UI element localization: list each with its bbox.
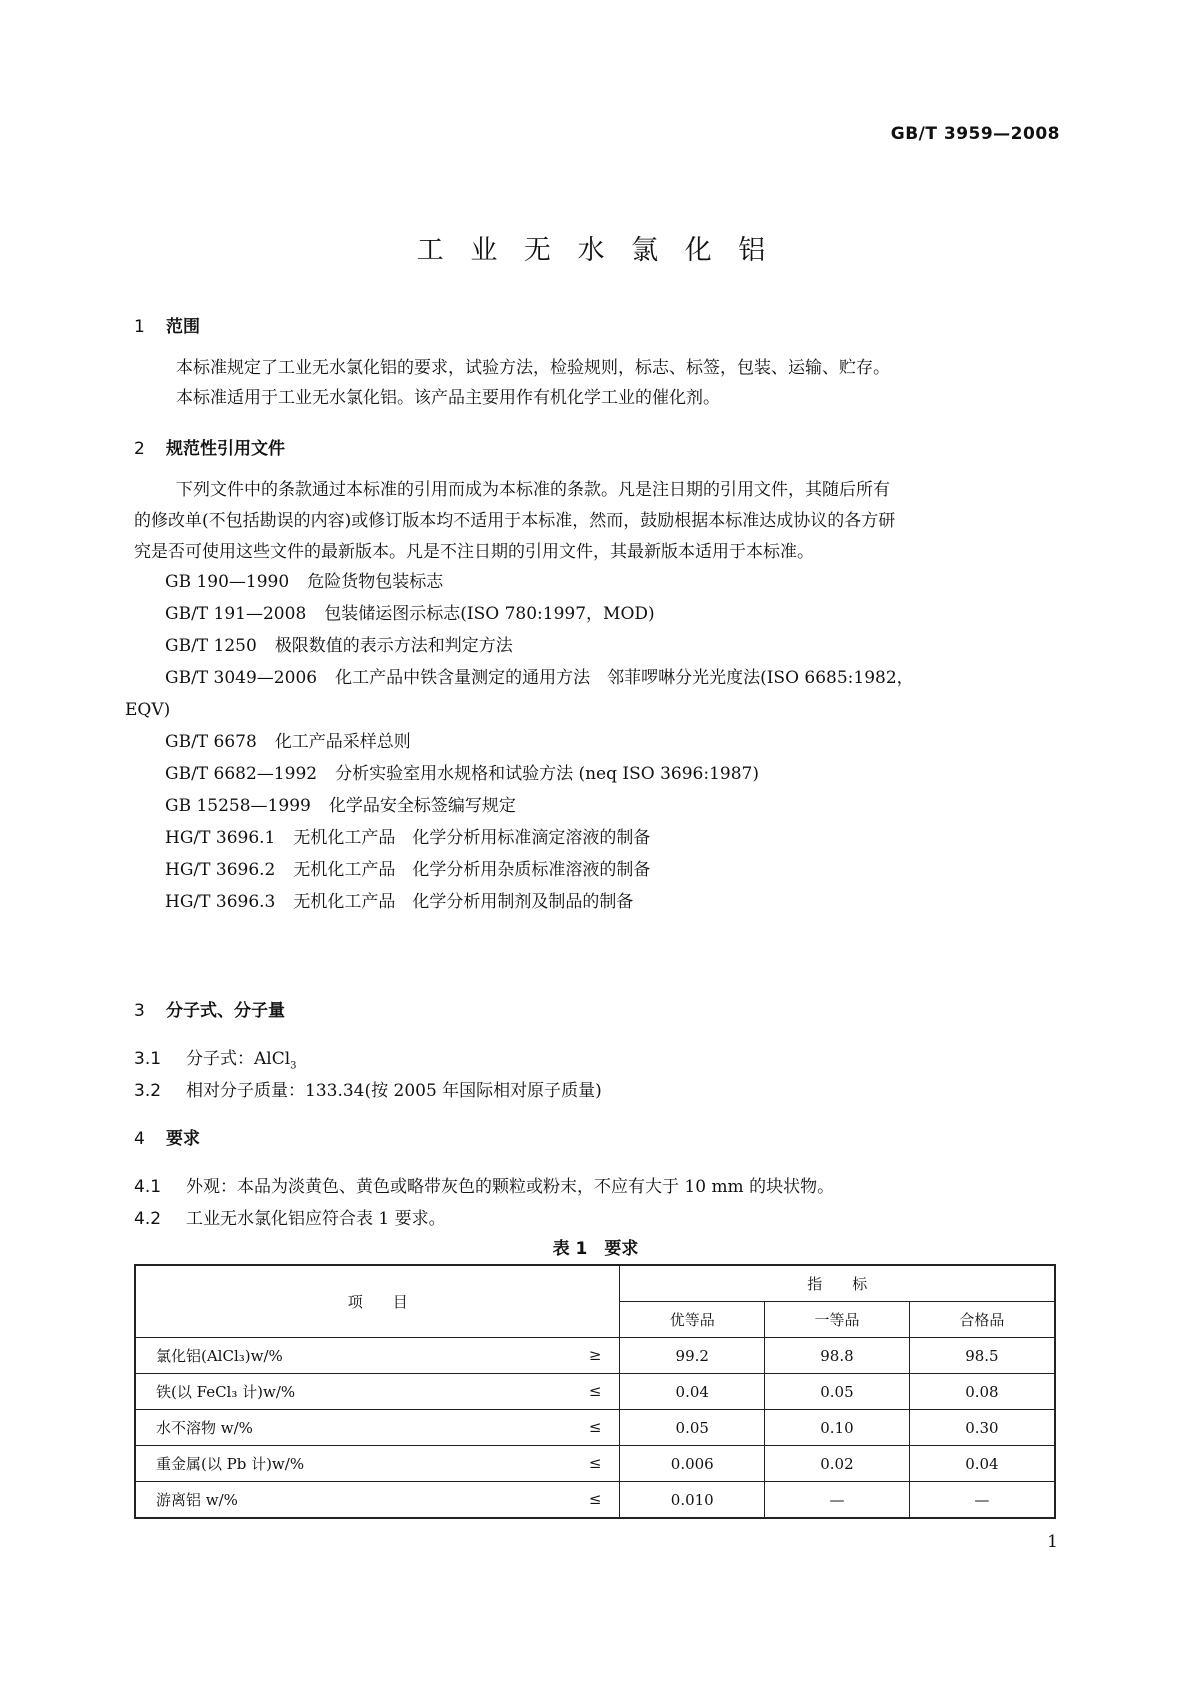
clause-text: 分子式：AlCl <box>186 1049 291 1069</box>
section-2-line-1: 下列文件中的条款通过本标准的引用而成为本标准的条款。凡是注日期的引用文件，其随后所有 <box>176 480 890 500</box>
ref-code: HG/T 3696.2 <box>165 860 276 880</box>
table-cell: 0.010 <box>620 1482 765 1519</box>
comparison-symbol: ≤ <box>588 1418 602 1436</box>
section-title: 规范性引用文件 <box>166 439 285 459</box>
table-cell: 99.2 <box>620 1338 765 1374</box>
grade-header: 优等品 <box>620 1302 765 1338</box>
clause-text: 外观：本品为淡黄色、黄色或略带灰色的颗粒或粉末，不应有大于 10 mm 的块状物。 <box>186 1177 835 1197</box>
row-item-label: 铁(以 FeCl₃ 计)w/% <box>156 1383 296 1401</box>
table-row <box>135 1482 1055 1519</box>
table-cell: — <box>909 1482 1055 1519</box>
table-cell: 0.05 <box>765 1374 910 1410</box>
reference-item <box>165 790 914 822</box>
section-number: 3 <box>134 1001 145 1021</box>
table-cell: 0.006 <box>620 1446 765 1482</box>
table-row <box>135 1446 1055 1482</box>
row-item <box>135 1374 620 1410</box>
reference-item <box>165 726 914 758</box>
clause-number: 4.2 <box>134 1209 162 1229</box>
section-1-paragraph-2: 本标准适用于工业无水氯化铝。该产品主要用作有机化学工业的催化剂。 <box>176 388 720 408</box>
reference-item <box>165 886 914 918</box>
requirements-table <box>134 1264 1056 1519</box>
table-cell: 0.04 <box>909 1446 1055 1482</box>
grade-header: 一等品 <box>765 1302 910 1338</box>
row-item <box>135 1410 620 1446</box>
reference-item <box>165 566 914 598</box>
ref-title: 化工产品中铁含量测定的通用方法 邻菲啰啉分光光度法(ISO 6685:1982， <box>335 668 914 688</box>
table-cell: 0.04 <box>620 1374 765 1410</box>
ref-code: GB 15258—1999 <box>165 796 311 816</box>
section-title: 范围 <box>166 317 200 337</box>
reference-item <box>165 598 914 630</box>
page-number: 1 <box>1047 1532 1058 1552</box>
ref-code: GB/T 3049—2006 <box>165 668 318 688</box>
table-cell: 98.5 <box>909 1338 1055 1374</box>
comparison-symbol: ≤ <box>588 1382 602 1400</box>
section-number: 4 <box>134 1129 145 1149</box>
ref-code: HG/T 3696.1 <box>165 828 276 848</box>
formula-subscript: 3 <box>290 1060 297 1072</box>
table-caption: 表 1 要求 <box>552 1239 639 1259</box>
table-cell: 98.8 <box>765 1338 910 1374</box>
ref-code: EQV) <box>125 700 171 720</box>
ref-title: 无机化工产品 化学分析用标准滴定溶液的制备 <box>293 828 651 848</box>
reference-item <box>165 854 914 886</box>
section-2-line-2: 的修改单(不包括勘误的内容)或修订版本均不适用于本标准，然而，鼓励根据本标准达成协议的各方研 <box>134 511 896 531</box>
row-item-label: 氯化铝(AlCl₃)w/% <box>156 1347 283 1365</box>
section-1-paragraph-1: 本标准规定了工业无水氯化铝的要求，试验方法，检验规则，标志、标签，包装、运输、贮存。 <box>176 358 890 378</box>
clause-number: 3.1 <box>134 1049 162 1069</box>
ref-title: 分析实验室用水规格和试验方法 (neq ISO 3696:1987) <box>335 764 759 784</box>
table-cell: 0.30 <box>909 1410 1055 1446</box>
comparison-symbol: ≥ <box>588 1346 602 1364</box>
section-2-heading <box>134 434 285 459</box>
row-item-label: 水不溶物 w/% <box>156 1419 253 1437</box>
section-number: 1 <box>134 317 145 337</box>
row-item-label: 重金属(以 Pb 计)w/% <box>156 1455 305 1473</box>
row-item <box>135 1446 620 1482</box>
comparison-symbol: ≤ <box>588 1454 602 1472</box>
clause-text: 工业无水氯化铝应符合表 1 要求。 <box>186 1209 446 1229</box>
ref-title: 无机化工产品 化学分析用杂质标准溶液的制备 <box>293 860 651 880</box>
ref-title: 包装储运图示标志(ISO 780:1997，MOD) <box>324 604 655 624</box>
table-cell: — <box>765 1482 910 1519</box>
clause-text: 相对分子质量：133.34(按 2005 年国际相对原子质量) <box>186 1081 602 1101</box>
ref-code: GB/T 1250 <box>165 636 257 656</box>
clause-4-1 <box>134 1172 834 1197</box>
clause-3-2 <box>134 1076 602 1101</box>
grade-header: 合格品 <box>909 1302 1055 1338</box>
ref-code: HG/T 3696.3 <box>165 892 276 912</box>
column-header-item: 项 目 <box>135 1265 620 1338</box>
reference-list <box>125 566 914 918</box>
clause-number: 3.2 <box>134 1081 162 1101</box>
row-item-label: 游离铝 w/% <box>156 1491 238 1509</box>
clause-4-2 <box>134 1204 446 1229</box>
table-row <box>135 1374 1055 1410</box>
reference-item <box>165 822 914 854</box>
row-item <box>135 1482 620 1519</box>
ref-title: 化学品安全标签编写规定 <box>328 796 516 816</box>
table-row <box>135 1338 1055 1374</box>
column-header-index: 指 标 <box>620 1265 1055 1302</box>
reference-item-continuation <box>125 694 914 726</box>
clause-number: 4.1 <box>134 1177 162 1197</box>
document-title: 工 业 无 水 氯 化 铝 <box>416 235 775 266</box>
ref-title: 化工产品采样总则 <box>274 732 411 752</box>
reference-item <box>165 662 914 694</box>
row-item <box>135 1338 620 1374</box>
table-row <box>135 1410 1055 1446</box>
reference-item <box>165 758 914 790</box>
section-3-heading <box>134 996 285 1021</box>
section-title: 要求 <box>166 1129 200 1149</box>
standard-number: GB/T 3959—2008 <box>890 124 1060 144</box>
table-cell: 0.02 <box>765 1446 910 1482</box>
section-number: 2 <box>134 439 145 459</box>
comparison-symbol: ≤ <box>588 1490 602 1508</box>
ref-code: GB/T 191—2008 <box>165 604 307 624</box>
section-2-line-3: 究是否可使用这些文件的最新版本。凡是不注日期的引用文件，其最新版本适用于本标准。 <box>134 542 814 562</box>
reference-item <box>165 630 914 662</box>
ref-code: GB/T 6678 <box>165 732 257 752</box>
table-cell: 0.05 <box>620 1410 765 1446</box>
section-4-heading <box>134 1124 200 1149</box>
table-cell: 0.10 <box>765 1410 910 1446</box>
ref-title: 极限数值的表示方法和判定方法 <box>274 636 513 656</box>
clause-3-1 <box>134 1044 297 1071</box>
ref-code: GB/T 6682—1992 <box>165 764 318 784</box>
table-cell: 0.08 <box>909 1374 1055 1410</box>
ref-code: GB 190—1990 <box>165 572 290 592</box>
section-1-heading <box>134 312 200 337</box>
section-title: 分子式、分子量 <box>166 1001 285 1021</box>
ref-title: 无机化工产品 化学分析用制剂及制品的制备 <box>293 892 634 912</box>
ref-title: 危险货物包装标志 <box>307 572 444 592</box>
